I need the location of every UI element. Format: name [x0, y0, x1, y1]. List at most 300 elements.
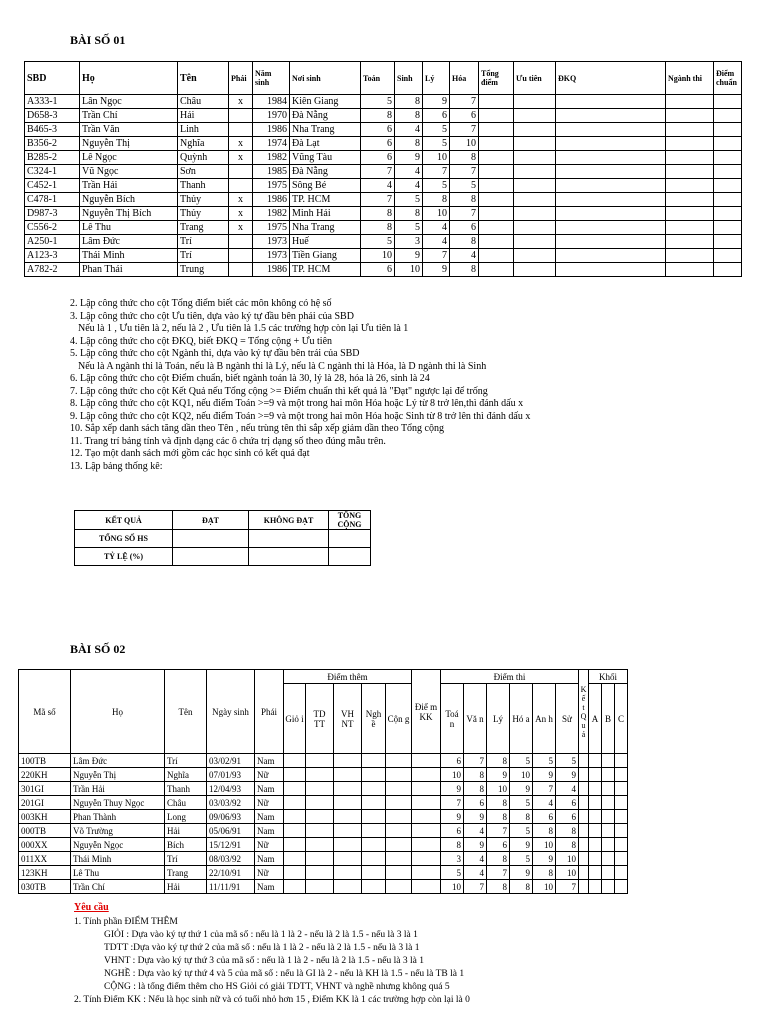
table-cell[interactable]: Trần Chí [71, 880, 165, 894]
table-cell[interactable] [386, 852, 412, 866]
table-cell[interactable] [556, 221, 666, 235]
table-cell[interactable]: 10 [423, 207, 450, 221]
table-cell[interactable] [714, 207, 742, 221]
table-cell[interactable]: 201GI [19, 796, 71, 810]
table-cell[interactable]: 030TB [19, 880, 71, 894]
table-cell[interactable] [714, 123, 742, 137]
table-cell[interactable] [479, 193, 514, 207]
table-cell[interactable] [579, 838, 589, 852]
table-cell[interactable]: 5 [423, 123, 450, 137]
table-cell[interactable] [666, 235, 714, 249]
table-cell[interactable]: Nữ [255, 866, 284, 880]
table-cell[interactable]: 5 [510, 796, 533, 810]
table-cell[interactable] [556, 95, 666, 109]
table-cell[interactable]: Nam [255, 754, 284, 768]
table-cell[interactable]: 8 [487, 796, 510, 810]
table-cell[interactable]: Lân Ngọc [80, 95, 178, 109]
table-cell[interactable]: 4 [450, 249, 479, 263]
table-cell[interactable] [334, 880, 362, 894]
table-cell[interactable] [602, 754, 615, 768]
table-cell[interactable]: Thủy [178, 193, 229, 207]
table-cell[interactable] [714, 109, 742, 123]
table-cell[interactable] [714, 235, 742, 249]
table-cell[interactable]: 15/12/91 [207, 838, 255, 852]
table-cell[interactable] [284, 824, 306, 838]
table-cell[interactable] [615, 838, 628, 852]
table-cell[interactable]: 8 [441, 838, 464, 852]
table-cell[interactable] [589, 754, 602, 768]
table-cell[interactable]: 8 [361, 207, 395, 221]
table-cell[interactable]: Nam [255, 852, 284, 866]
table-cell[interactable] [579, 754, 589, 768]
table-cell[interactable] [479, 137, 514, 151]
table-cell[interactable]: 8 [395, 137, 423, 151]
table-cell[interactable]: 8 [361, 109, 395, 123]
table-cell[interactable]: 3 [441, 852, 464, 866]
table-cell[interactable]: 5 [395, 221, 423, 235]
table-cell[interactable]: Nam [255, 782, 284, 796]
table-cell[interactable] [306, 852, 334, 866]
table-cell[interactable] [514, 221, 556, 235]
table-cell[interactable]: Trí [178, 249, 229, 263]
table-cell[interactable]: 1986 [253, 193, 290, 207]
table-cell[interactable] [589, 824, 602, 838]
table-cell[interactable]: 10 [533, 838, 556, 852]
table-cell[interactable]: Lê Thu [71, 866, 165, 880]
table-cell[interactable] [412, 824, 441, 838]
table-cell[interactable]: 4 [464, 824, 487, 838]
table-cell[interactable]: 100TB [19, 754, 71, 768]
table-cell[interactable]: 4 [423, 235, 450, 249]
table-cell[interactable]: 1986 [253, 123, 290, 137]
table-cell[interactable]: x [229, 137, 253, 151]
table-cell[interactable]: 5 [395, 193, 423, 207]
table-cell[interactable]: Bích [165, 838, 207, 852]
table-cell[interactable]: Trí [178, 235, 229, 249]
table-cell[interactable]: 1973 [253, 235, 290, 249]
table-cell[interactable]: 8 [450, 235, 479, 249]
table-cell[interactable]: Phan Thành [71, 810, 165, 824]
table-cell[interactable] [666, 221, 714, 235]
table-cell[interactable]: Nữ [255, 838, 284, 852]
table-cell[interactable]: 7 [464, 754, 487, 768]
table-cell[interactable]: 1975 [253, 221, 290, 235]
table-cell[interactable]: 1975 [253, 179, 290, 193]
table-cell[interactable]: 8 [487, 754, 510, 768]
table-cell[interactable] [514, 263, 556, 277]
table-cell[interactable]: 8 [395, 109, 423, 123]
table-cell[interactable]: 5 [361, 95, 395, 109]
table-cell[interactable] [284, 880, 306, 894]
table-cell[interactable]: 03/02/91 [207, 754, 255, 768]
table-cell[interactable]: Phan Thái [80, 263, 178, 277]
table-cell[interactable] [556, 151, 666, 165]
table-cell[interactable]: 7 [556, 880, 579, 894]
table-cell[interactable] [479, 123, 514, 137]
stats-cell[interactable] [329, 548, 371, 566]
table-cell[interactable]: Nguyễn Ngọc [71, 838, 165, 852]
table-cell[interactable]: Nguyễn Thị [71, 768, 165, 782]
table-cell[interactable] [306, 796, 334, 810]
table-cell[interactable] [306, 866, 334, 880]
table-cell[interactable]: 1984 [253, 95, 290, 109]
table-cell[interactable] [284, 754, 306, 768]
table-cell[interactable] [362, 754, 386, 768]
table-cell[interactable]: 6 [361, 123, 395, 137]
table-cell[interactable] [362, 768, 386, 782]
table-cell[interactable] [589, 838, 602, 852]
table-cell[interactable]: 7 [464, 880, 487, 894]
table-cell[interactable]: Thái Minh [71, 852, 165, 866]
table-cell[interactable] [589, 852, 602, 866]
table-cell[interactable] [579, 852, 589, 866]
table-cell[interactable]: Kiên Giang [290, 95, 361, 109]
table-cell[interactable]: 4 [361, 179, 395, 193]
table-cell[interactable] [284, 796, 306, 810]
table-cell[interactable] [479, 109, 514, 123]
table-cell[interactable] [666, 109, 714, 123]
table-cell[interactable] [229, 179, 253, 193]
table-cell[interactable] [666, 123, 714, 137]
table-cell[interactable]: 9 [510, 838, 533, 852]
table-cell[interactable] [479, 179, 514, 193]
table-cell[interactable]: 7 [423, 249, 450, 263]
table-cell[interactable]: 6 [556, 810, 579, 824]
table-cell[interactable] [556, 109, 666, 123]
stats-cell[interactable] [173, 548, 249, 566]
table-cell[interactable]: 10 [361, 249, 395, 263]
table-cell[interactable] [229, 165, 253, 179]
table-cell[interactable] [334, 796, 362, 810]
table-cell[interactable]: Huế [290, 235, 361, 249]
table-cell[interactable] [386, 810, 412, 824]
table-cell[interactable]: x [229, 207, 253, 221]
table-cell[interactable] [479, 95, 514, 109]
table-cell[interactable]: 4 [423, 221, 450, 235]
table-cell[interactable]: 10 [556, 852, 579, 866]
table-cell[interactable] [412, 796, 441, 810]
table-cell[interactable] [386, 796, 412, 810]
table-cell[interactable] [556, 193, 666, 207]
table-cell[interactable] [479, 165, 514, 179]
table-cell[interactable] [602, 782, 615, 796]
table-cell[interactable] [386, 782, 412, 796]
table-cell[interactable] [306, 754, 334, 768]
table-cell[interactable] [362, 880, 386, 894]
table-cell[interactable]: 5 [441, 866, 464, 880]
table-cell[interactable] [666, 151, 714, 165]
table-cell[interactable] [306, 810, 334, 824]
table-cell[interactable]: 12/04/93 [207, 782, 255, 796]
table-cell[interactable]: 8 [487, 880, 510, 894]
table-cell[interactable]: C324-1 [25, 165, 80, 179]
table-cell[interactable] [602, 796, 615, 810]
table-cell[interactable]: A250-1 [25, 235, 80, 249]
table-cell[interactable]: 301GI [19, 782, 71, 796]
table-cell[interactable] [589, 880, 602, 894]
table-cell[interactable]: 7 [423, 165, 450, 179]
table-cell[interactable]: 8 [423, 193, 450, 207]
table-cell[interactable]: Lê Ngọc [80, 151, 178, 165]
table-cell[interactable] [514, 151, 556, 165]
table-cell[interactable] [666, 207, 714, 221]
table-cell[interactable]: 7 [450, 207, 479, 221]
table-cell[interactable] [514, 207, 556, 221]
table-cell[interactable]: Nha Trang [290, 123, 361, 137]
table-cell[interactable] [714, 263, 742, 277]
table-cell[interactable]: 011XX [19, 852, 71, 866]
table-cell[interactable]: A333-1 [25, 95, 80, 109]
table-cell[interactable]: 07/01/93 [207, 768, 255, 782]
table-cell[interactable] [306, 768, 334, 782]
table-cell[interactable] [479, 263, 514, 277]
table-cell[interactable]: 5 [510, 852, 533, 866]
table-cell[interactable] [362, 852, 386, 866]
table-cell[interactable] [514, 137, 556, 151]
table-cell[interactable] [306, 880, 334, 894]
table-cell[interactable]: 1986 [253, 263, 290, 277]
table-cell[interactable]: 7 [361, 165, 395, 179]
table-cell[interactable]: 6 [533, 810, 556, 824]
table-cell[interactable]: 10 [556, 866, 579, 880]
table-cell[interactable]: 7 [450, 123, 479, 137]
table-cell[interactable]: B465-3 [25, 123, 80, 137]
table-cell[interactable]: 000XX [19, 838, 71, 852]
table-cell[interactable] [334, 782, 362, 796]
table-cell[interactable]: 4 [395, 179, 423, 193]
table-cell[interactable]: 8 [450, 193, 479, 207]
table-cell[interactable] [615, 880, 628, 894]
table-cell[interactable]: 5 [423, 179, 450, 193]
table-cell[interactable]: Nam [255, 824, 284, 838]
table-cell[interactable] [306, 782, 334, 796]
table-cell[interactable]: 8 [395, 95, 423, 109]
table-cell[interactable] [386, 838, 412, 852]
table-cell[interactable] [579, 810, 589, 824]
table-cell[interactable] [229, 109, 253, 123]
table-cell[interactable] [666, 249, 714, 263]
table-cell[interactable]: 6 [487, 838, 510, 852]
table-cell[interactable] [412, 768, 441, 782]
table-cell[interactable]: 10 [510, 768, 533, 782]
table-cell[interactable] [579, 880, 589, 894]
table-cell[interactable]: Nữ [255, 796, 284, 810]
table-cell[interactable] [556, 123, 666, 137]
stats-cell[interactable] [249, 530, 329, 548]
table-cell[interactable]: A782-2 [25, 263, 80, 277]
table-cell[interactable] [386, 824, 412, 838]
table-cell[interactable]: 6 [441, 754, 464, 768]
table-cell[interactable] [229, 235, 253, 249]
table-cell[interactable]: 09/06/93 [207, 810, 255, 824]
table-cell[interactable] [334, 824, 362, 838]
table-cell[interactable]: 8 [361, 221, 395, 235]
table-cell[interactable] [362, 866, 386, 880]
table-cell[interactable]: 7 [487, 866, 510, 880]
table-cell[interactable]: Sông Bé [290, 179, 361, 193]
table-cell[interactable]: Châu [178, 95, 229, 109]
table-cell[interactable] [714, 193, 742, 207]
table-cell[interactable] [334, 810, 362, 824]
table-cell[interactable]: 8 [450, 151, 479, 165]
table-cell[interactable] [284, 866, 306, 880]
table-cell[interactable] [229, 249, 253, 263]
table-cell[interactable]: 8 [464, 782, 487, 796]
table-cell[interactable]: 6 [556, 796, 579, 810]
stats-cell[interactable] [329, 530, 371, 548]
table-cell[interactable] [514, 95, 556, 109]
table-cell[interactable]: Lê Thu [80, 221, 178, 235]
table-cell[interactable]: A123-3 [25, 249, 80, 263]
table-cell[interactable]: 8 [395, 207, 423, 221]
table-cell[interactable] [714, 249, 742, 263]
table-cell[interactable]: Linh [178, 123, 229, 137]
table-cell[interactable]: Thanh [165, 782, 207, 796]
table-cell[interactable]: 9 [423, 263, 450, 277]
table-cell[interactable]: Vũng Tàu [290, 151, 361, 165]
table-cell[interactable]: 8 [533, 866, 556, 880]
table-cell[interactable]: 4 [395, 165, 423, 179]
table-cell[interactable]: Châu [165, 796, 207, 810]
table-cell[interactable] [412, 866, 441, 880]
table-cell[interactable]: Đà Lạt [290, 137, 361, 151]
table-cell[interactable]: 4 [556, 782, 579, 796]
table-cell[interactable] [479, 207, 514, 221]
table-cell[interactable] [615, 782, 628, 796]
table-cell[interactable] [284, 852, 306, 866]
table-cell[interactable]: Đà Nẵng [290, 165, 361, 179]
table-cell[interactable]: 10 [533, 880, 556, 894]
table-cell[interactable]: 9 [464, 810, 487, 824]
table-cell[interactable] [602, 880, 615, 894]
table-cell[interactable]: 9 [464, 838, 487, 852]
table-cell[interactable] [579, 866, 589, 880]
table-cell[interactable] [386, 768, 412, 782]
table-cell[interactable]: 4 [395, 123, 423, 137]
table-cell[interactable]: 9 [556, 768, 579, 782]
table-cell[interactable] [714, 151, 742, 165]
table-cell[interactable]: 1982 [253, 151, 290, 165]
table-cell[interactable]: 10 [423, 151, 450, 165]
table-cell[interactable]: 8 [556, 824, 579, 838]
table-cell[interactable]: Nghĩa [165, 768, 207, 782]
table-cell[interactable]: Nguyễn Thị [80, 137, 178, 151]
table-cell[interactable]: 7 [361, 193, 395, 207]
table-cell[interactable]: Trần Hải [80, 179, 178, 193]
table-cell[interactable]: 4 [533, 796, 556, 810]
table-cell[interactable] [514, 235, 556, 249]
table-cell[interactable]: 6 [423, 109, 450, 123]
table-cell[interactable]: C452-1 [25, 179, 80, 193]
table-cell[interactable]: x [229, 221, 253, 235]
table-cell[interactable]: x [229, 151, 253, 165]
table-cell[interactable]: Nữ [255, 768, 284, 782]
table-cell[interactable] [284, 838, 306, 852]
table-cell[interactable] [362, 796, 386, 810]
table-cell[interactable]: 03/03/92 [207, 796, 255, 810]
table-cell[interactable] [334, 852, 362, 866]
table-cell[interactable] [229, 263, 253, 277]
table-cell[interactable]: Long [165, 810, 207, 824]
table-cell[interactable]: 8 [450, 263, 479, 277]
table-cell[interactable]: 8 [487, 852, 510, 866]
table-cell[interactable]: B285-2 [25, 151, 80, 165]
table-cell[interactable] [514, 179, 556, 193]
table-cell[interactable] [714, 165, 742, 179]
table-cell[interactable]: C556-2 [25, 221, 80, 235]
table-cell[interactable]: 10 [450, 137, 479, 151]
table-cell[interactable]: 1985 [253, 165, 290, 179]
table-cell[interactable]: Nam [255, 810, 284, 824]
table-cell[interactable] [602, 768, 615, 782]
table-cell[interactable] [556, 235, 666, 249]
table-cell[interactable]: Quỳnh [178, 151, 229, 165]
table-cell[interactable]: 9 [510, 866, 533, 880]
table-cell[interactable] [666, 165, 714, 179]
table-cell[interactable]: 10 [441, 880, 464, 894]
table-cell[interactable]: Nghĩa [178, 137, 229, 151]
table-cell[interactable] [479, 249, 514, 263]
table-cell[interactable] [334, 866, 362, 880]
table-cell[interactable]: 6 [361, 263, 395, 277]
table-cell[interactable]: 9 [487, 768, 510, 782]
table-cell[interactable]: TP. HCM [290, 193, 361, 207]
table-cell[interactable]: 6 [441, 824, 464, 838]
table-cell[interactable]: 9 [533, 852, 556, 866]
table-cell[interactable]: Võ Trường [71, 824, 165, 838]
table-cell[interactable]: x [229, 193, 253, 207]
table-cell[interactable]: Hải [165, 880, 207, 894]
table-cell[interactable] [362, 838, 386, 852]
table-cell[interactable]: 1970 [253, 109, 290, 123]
table-cell[interactable]: 1982 [253, 207, 290, 221]
table-cell[interactable]: Thái Minh [80, 249, 178, 263]
table-cell[interactable] [386, 754, 412, 768]
table-cell[interactable] [666, 179, 714, 193]
table-cell[interactable]: Trần Văn [80, 123, 178, 137]
table-cell[interactable]: Thanh [178, 179, 229, 193]
table-cell[interactable]: 220KH [19, 768, 71, 782]
table-cell[interactable] [556, 249, 666, 263]
table-cell[interactable]: 08/03/92 [207, 852, 255, 866]
table-cell[interactable] [514, 123, 556, 137]
table-cell[interactable]: 10 [487, 782, 510, 796]
table-cell[interactable]: 6 [464, 796, 487, 810]
table-cell[interactable]: 123KH [19, 866, 71, 880]
table-cell[interactable]: Trí [165, 754, 207, 768]
table-cell[interactable] [556, 165, 666, 179]
table-cell[interactable] [602, 824, 615, 838]
table-cell[interactable] [589, 768, 602, 782]
table-cell[interactable] [579, 782, 589, 796]
table-cell[interactable] [412, 880, 441, 894]
table-cell[interactable]: 8 [510, 810, 533, 824]
table-cell[interactable]: 5 [533, 754, 556, 768]
table-cell[interactable]: 6 [361, 137, 395, 151]
table-cell[interactable] [479, 221, 514, 235]
table-cell[interactable] [666, 95, 714, 109]
table-cell[interactable] [615, 852, 628, 866]
table-cell[interactable]: 6 [450, 109, 479, 123]
table-cell[interactable] [514, 109, 556, 123]
table-cell[interactable] [615, 824, 628, 838]
table-cell[interactable]: Nguyễn Thuy Ngọc [71, 796, 165, 810]
table-cell[interactable] [556, 207, 666, 221]
table-cell[interactable] [615, 768, 628, 782]
table-cell[interactable]: 5 [361, 235, 395, 249]
table-cell[interactable] [602, 838, 615, 852]
table-cell[interactable]: Vũ Ngọc [80, 165, 178, 179]
